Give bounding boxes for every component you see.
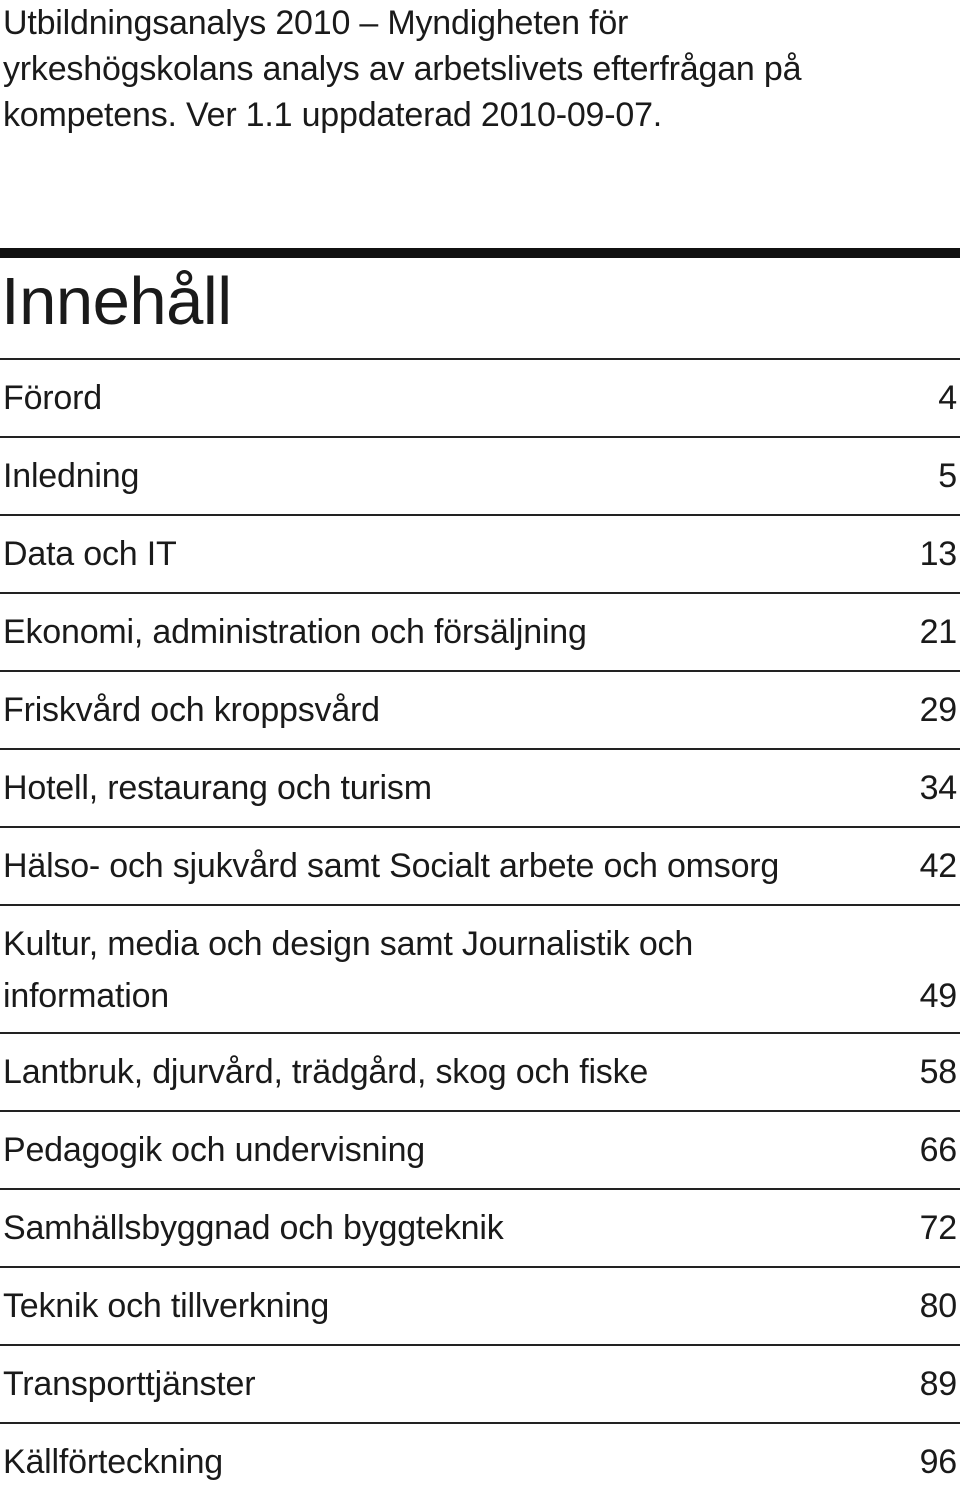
toc-entry-page: 29 <box>919 691 957 729</box>
toc-entry-label: Data och IT <box>3 535 177 573</box>
toc-entry-teknik[interactable] <box>0 1266 960 1344</box>
toc-entry-label: Teknik och tillverkning <box>3 1287 330 1325</box>
toc-entry-page: 42 <box>919 847 957 885</box>
toc-entry-label: Inledning <box>3 457 140 495</box>
toc-entry-label: Hälso- och sjukvård samt Socialt arbete och omsorg <box>3 847 780 885</box>
toc-entry-kallforteckning[interactable] <box>0 1422 960 1500</box>
document-header <box>3 0 953 138</box>
toc-entry-page: 72 <box>919 1209 957 1247</box>
toc-entry-page: 80 <box>919 1287 957 1325</box>
toc-entry-page: 89 <box>919 1365 957 1403</box>
toc-entry-transporttjanster[interactable] <box>0 1344 960 1422</box>
header-line-1: Utbildningsanalys 2010 – Myndigheten för <box>3 4 629 42</box>
toc-entry-kultur-media[interactable] <box>0 904 960 1032</box>
toc-title: Innehåll <box>1 264 232 339</box>
toc-entry-label: Ekonomi, administration och försäljning <box>3 613 587 651</box>
toc-entry-label: Samhällsbyggnad och byggteknik <box>3 1209 504 1247</box>
toc-entry-data-och-it[interactable] <box>0 514 960 592</box>
section-divider <box>0 248 960 258</box>
header-line-2: yrkeshögskolans analys av arbetslivets efterfrågan på <box>3 50 802 88</box>
toc-entry-label: Transporttjänster <box>3 1365 256 1403</box>
toc-entry-page: 34 <box>919 769 957 807</box>
toc-entry-page: 66 <box>919 1131 957 1169</box>
table-of-contents <box>0 358 960 1500</box>
toc-entry-page: 13 <box>919 535 957 573</box>
toc-entry-pedagogik[interactable] <box>0 1110 960 1188</box>
toc-entry-page: 5 <box>938 457 957 495</box>
toc-entry-page: 21 <box>919 613 957 651</box>
toc-entry-halso-och-sjukvard[interactable] <box>0 826 960 904</box>
toc-entry-friskvard[interactable] <box>0 670 960 748</box>
toc-entry-page: 96 <box>919 1443 957 1481</box>
toc-entry-page: 4 <box>938 379 957 417</box>
toc-entry-label: Kultur, media och design samt Journalistik och information <box>3 925 694 1015</box>
toc-entry-forord[interactable] <box>0 358 960 436</box>
toc-entry-label: Hotell, restaurang och turism <box>3 769 432 807</box>
toc-entry-page: 58 <box>919 1053 957 1091</box>
toc-entry-samhallsbyggnad[interactable] <box>0 1188 960 1266</box>
toc-entry-page: 49 <box>919 977 957 1015</box>
toc-entry-label: Källförteckning <box>3 1443 224 1481</box>
toc-entry-lantbruk[interactable] <box>0 1032 960 1110</box>
toc-entry-label: Friskvård och kroppsvård <box>3 691 380 729</box>
toc-entry-ekonomi[interactable] <box>0 592 960 670</box>
header-line-3: kompetens. Ver 1.1 uppdaterad 2010-09-07. <box>3 96 663 134</box>
toc-entry-label: Förord <box>3 379 102 417</box>
toc-entry-hotell[interactable] <box>0 748 960 826</box>
toc-entry-label: Lantbruk, djurvård, trädgård, skog och fiske <box>3 1053 649 1091</box>
toc-entry-label: Pedagogik och undervisning <box>3 1131 425 1169</box>
toc-entry-inledning[interactable] <box>0 436 960 514</box>
